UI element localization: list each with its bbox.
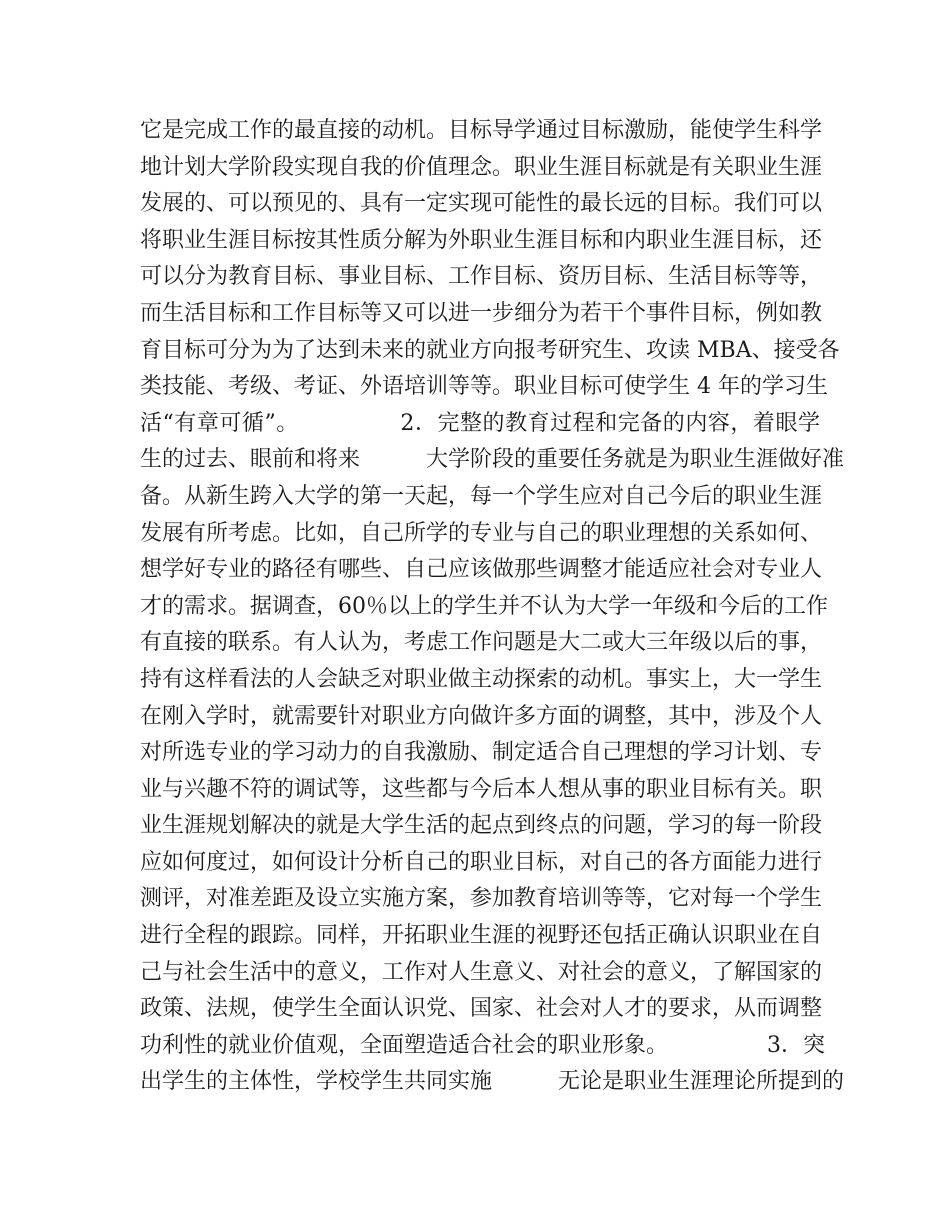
- text-line: 而生活目标和工作目标等又可以进一步细分为若干个事件目标，例如教: [140, 300, 823, 326]
- text-line: 生的过去、眼前和将来 大学阶段的重要任务就是为职业生涯做好准: [140, 447, 845, 473]
- text-line: 业生涯规划解决的就是大学生活的起点到终点的问题，学习的每一阶段: [140, 813, 823, 839]
- text-line: 对所选专业的学习动力的自我激励、制定适合自己理想的学习计划、专: [140, 740, 823, 766]
- text-line: 进行全程的跟踪。同样，开拓职业生涯的视野还包括正确认识职业在自: [140, 923, 823, 949]
- text-line: 备。从新生跨入大学的第一天起，每一个学生应对自己今后的职业生涯: [140, 483, 823, 509]
- text-line: 业与兴趣不符的调试等，这些都与今后本人想从事的职业目标有关。职: [140, 776, 823, 802]
- text-line: 政策、法规，使学生全面认识党、国家、社会对人才的要求，从而调整: [140, 996, 823, 1022]
- text-line: 地计划大学阶段实现自我的价值理念。职业生涯目标就是有关职业生涯: [140, 154, 823, 180]
- text-line: 它是完成工作的最直接的动机。目标导学通过目标激励，能使学生科学: [140, 118, 823, 143]
- text-line: 在刚入学时，就需要针对职业方向做许多方面的调整，其中，涉及个人: [140, 703, 823, 729]
- text-line: 将职业生涯目标按其性质分解为外职业生涯目标和内职业生涯目标，还: [140, 227, 823, 253]
- text-line: 测评，对准差距及设立实施方案，参加教育培训等等，它对每一个学生: [140, 886, 823, 912]
- text-line: 应如何度过，如何设计分析自己的职业目标，对自己的各方面能力进行: [140, 849, 823, 875]
- text-line: 想学好专业的路径有哪些、自己应该做那些调整才能适应社会对专业人: [140, 557, 823, 583]
- text-line: 己与社会生活中的意义，工作对人生意义、对社会的意义，了解国家的: [140, 959, 823, 985]
- body-text: [140, 113, 845, 1101]
- text-line: 功利性的就业价值观，全面塑造适合社会的职业形象。 3．突: [140, 1032, 825, 1058]
- text-line: 有直接的联系。有人认为，考虑工作问题是大二或大三年级以后的事，: [140, 630, 823, 656]
- text-line: 类技能、考级、考证、外语培训等等。职业目标可使学生 4 年的学习生: [140, 374, 828, 400]
- text-line: 可以分为教育目标、事业目标、工作目标、资历目标、生活目标等等，: [140, 264, 823, 290]
- text-line: 出学生的主体性，学校学生共同实施 无论是职业生涯理论所提到的: [140, 1069, 845, 1095]
- text-line: 发展有所考虑。比如，自己所学的专业与自己的职业理想的关系如何、: [140, 520, 823, 546]
- text-line: 才的需求。据调查，60％以上的学生并不认为大学一年级和今后的工作: [140, 593, 828, 619]
- text-line: 育目标可分为为了达到未来的就业方向报考研究生、攻读 MBA、接受各: [140, 337, 840, 363]
- text-line: 活“有章可循”。 2．完整的教育过程和完备的内容，着眼学: [140, 410, 820, 436]
- text-line: 持有这样看法的人会缺乏对职业做主动探索的动机。事实上，大一学生: [140, 666, 823, 692]
- text-line: 发展的、可以预见的、具有一定实现可能性的最长远的目标。我们可以: [140, 191, 823, 217]
